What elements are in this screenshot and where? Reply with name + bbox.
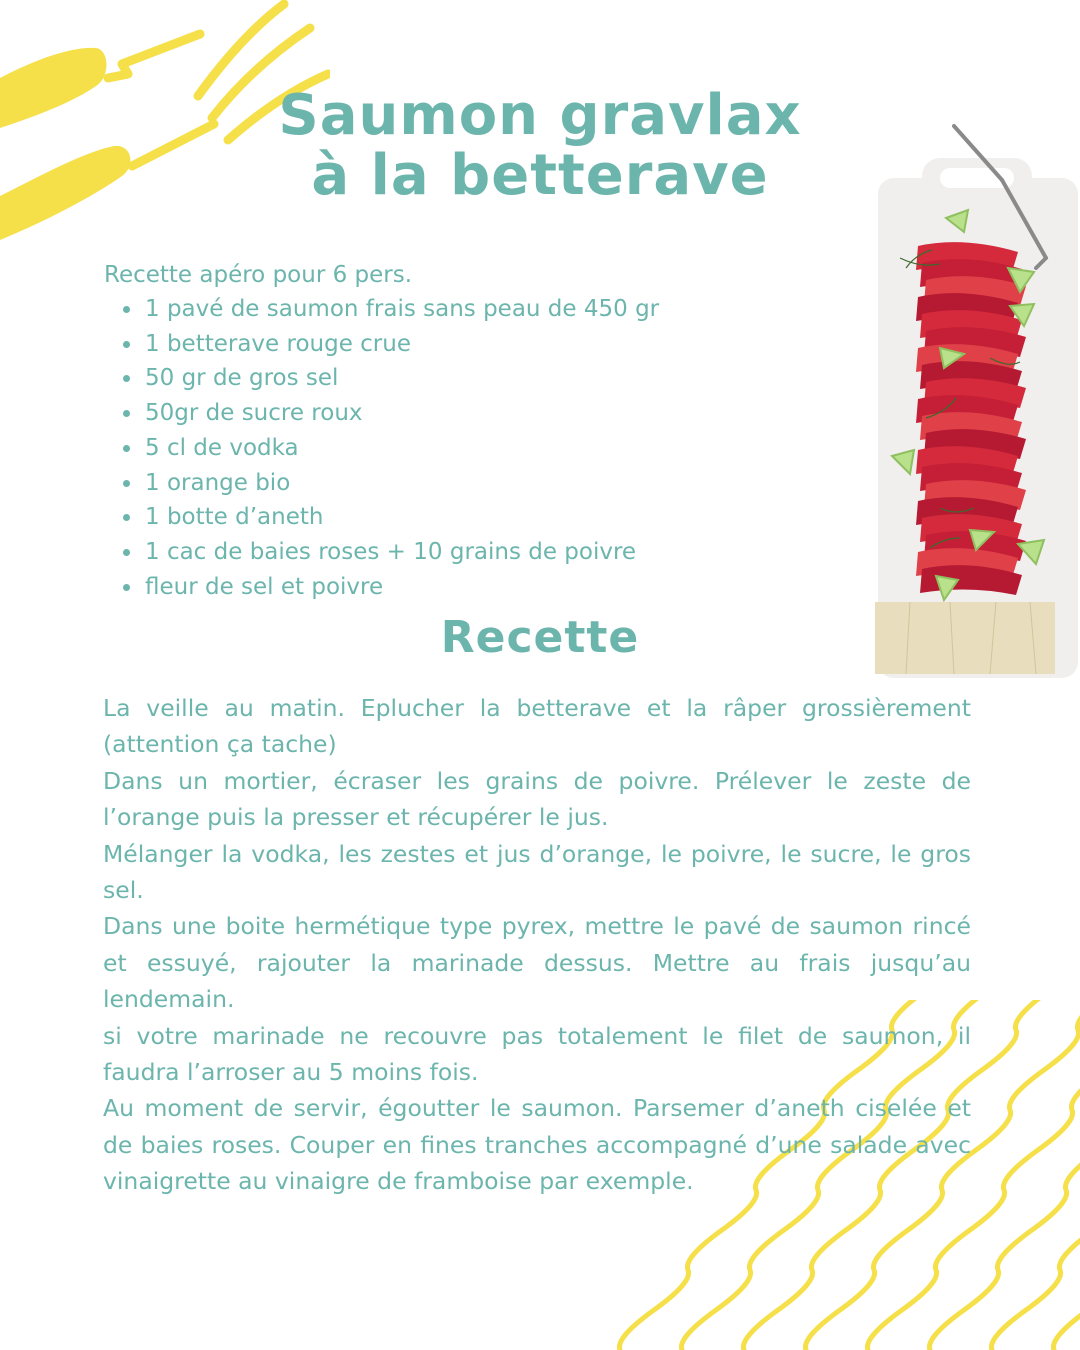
ingredient-item: [110, 327, 659, 362]
ingredient-item: [110, 466, 659, 501]
ingredient-text: 1 betterave rouge crue: [145, 330, 411, 357]
instruction-paragraph: Au moment de servir, égoutter le saumon. Parsemer d’aneth ciselée et de baies roses. Couper en fines tranches accompagné d’une salade avec vinaigrette au vinaigre de framboise par exemple.: [103, 1094, 971, 1196]
bullet-icon: [123, 375, 130, 382]
ingredient-item: [110, 535, 659, 570]
instruction-paragraph: si votre marinade ne recouvre pas totalement le filet de saumon, il faudra l’arroser au 5 moins fois.: [103, 1021, 971, 1087]
ingredient-text: 1 pavé de saumon frais sans peau de 450 gr: [145, 296, 660, 322]
gravlax-photo: [870, 118, 1080, 678]
instruction-paragraph: La veille au matin. Eplucher la betterave et la râper grossièrement (attention ça tache): [103, 694, 971, 759]
ingredient-item: [110, 431, 659, 466]
ingredient-item: [110, 361, 659, 396]
instruction-paragraph: Mélanger la vodka, les zestes et jus d’orange, le poivre, le sucre, le gros sel.: [103, 839, 971, 905]
ingredient-item: [110, 292, 659, 327]
ingredient-item: [110, 570, 659, 605]
ingredient-text: fleur de sel et poivre: [145, 573, 384, 600]
bullet-icon: [123, 480, 130, 487]
recipe-title-line-2: à la betterave: [311, 143, 769, 208]
ingredient-text: 5 cl de vodka: [145, 434, 299, 461]
ingredient-text: 50 gr de gros sel: [145, 365, 339, 392]
ingredient-item: [110, 500, 659, 535]
bullet-icon: [123, 549, 130, 556]
recipe-section-heading: Recette: [440, 612, 640, 663]
bullet-icon: [123, 584, 130, 591]
bullet-icon: [123, 306, 130, 313]
recipe-title: [170, 83, 910, 208]
ingredient-list: [110, 292, 659, 604]
ingredient-text: 1 cac de baies roses + 10 grains de poivre: [145, 538, 637, 565]
instruction-paragraph: Dans une boite hermétique type pyrex, mettre le pavé de saumon rincé et essuyé, rajouter la marinade dessus. Mettre au frais jusqu’au lendemain.: [103, 912, 971, 1014]
instructions: [103, 690, 971, 1200]
ingredient-text: 50gr de sucre roux: [145, 400, 363, 427]
servings-subtitle: Recette apéro pour 6 pers.: [104, 262, 413, 288]
ingredient-text: 1 botte d’aneth: [145, 504, 324, 531]
recipe-title-line-1: Saumon gravlax: [278, 83, 802, 148]
ingredient-text: 1 orange bio: [145, 469, 291, 496]
ingredient-item: [110, 396, 659, 431]
instruction-paragraph: Dans un mortier, écraser les grains de poivre. Prélever le zeste de l’orange puis la presser et récupérer le jus.: [103, 766, 971, 832]
bullet-icon: [123, 410, 130, 417]
bullet-icon: [123, 445, 130, 452]
bullet-icon: [123, 341, 130, 348]
bullet-icon: [123, 514, 130, 521]
